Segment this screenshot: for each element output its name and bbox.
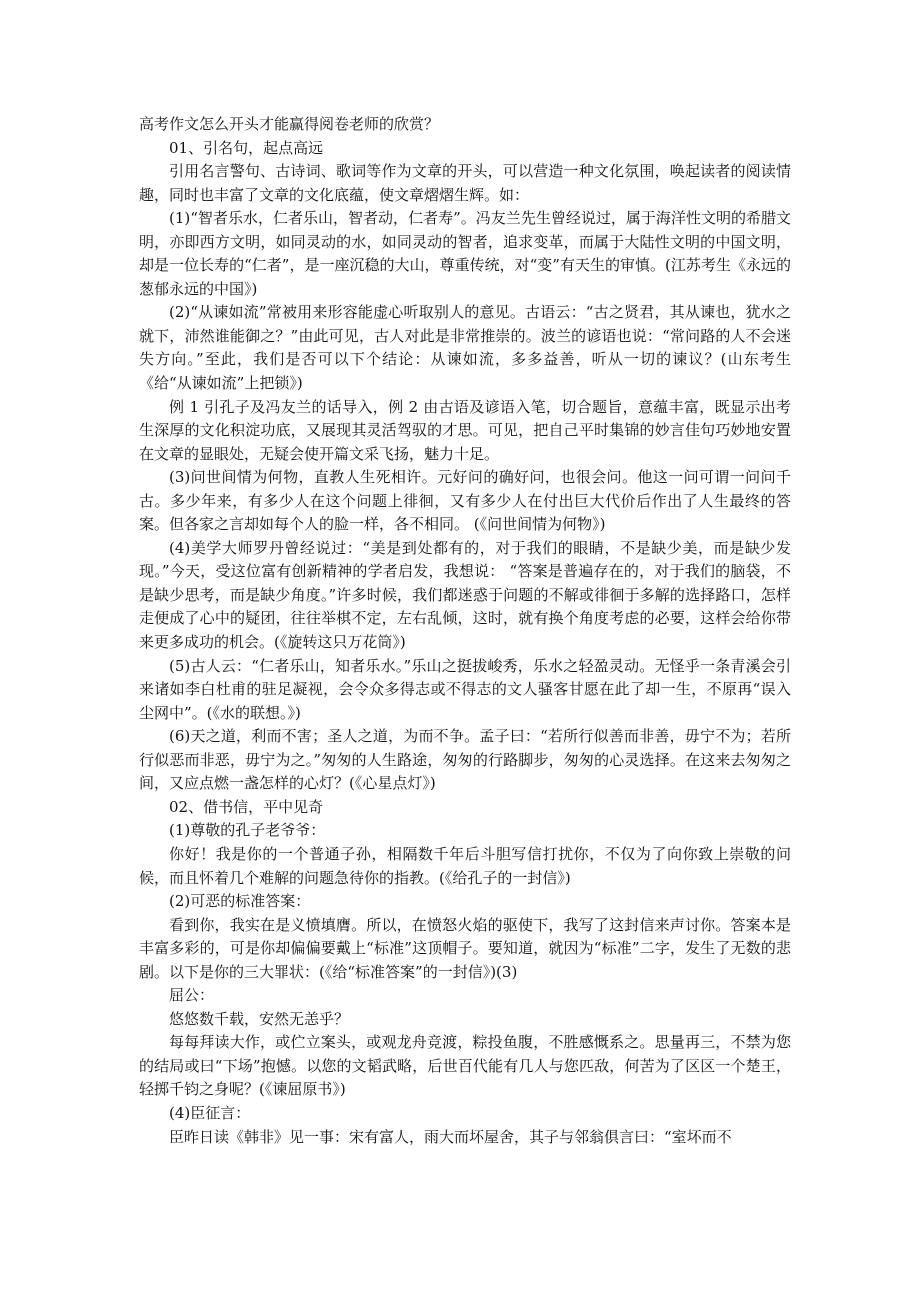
paragraph: 看到你，我实在是义愤填膺。所以，在愤怒火焰的驱使下，我写了这封信来声讨你。答案本是丰富多彩的，可是你却偏偏要戴上“标准”这顶帽子。要知道，就因为“标准”二字，发生了无数的悲剧。以下是你的三大罪状：(《给“标准答案”的一封信》)(3) [139,915,791,981]
paragraph: (6)天之道，利而不害；圣人之道，为而不争。孟子曰：“若所行似善而非善，毋宁不为；若所行似恶而非恶，毋宁为之。”匆匆的人生路途，匆匆的行路脚步，匆匆的心灵选择。在这来去匆匆之间，又应点燃一盏怎样的心灯？(《心星点灯》) [139,727,791,793]
paragraph: (1)“智者乐水，仁者乐山，智者动，仁者寿”。冯友兰先生曾经说过，属于海洋性文明的希腊文明，亦即西方文明，如同灵动的水，如同灵动的智者，追求变革，而属于大陆性文明的中国文明，却是一位长寿的“仁者”，是一座沉稳的大山，尊重传统，对“变”有天生的审慎。(江苏考生《永远的葱郁永远的中国》) [139,209,791,298]
paragraph: 你好！我是你的一个普通子孙，相隔数千年后斗胆写信打扰你，不仅为了向你致上崇敬的问候，而且怀着几个难解的问题急待你的指教。(《给孔子的一封信》) [139,844,791,887]
paragraph: (4)美学大师罗丹曾经说过：“美是到处都有的，对于我们的眼睛，不是缺少美，而是缺少发现。”今天，受这位富有创新精神的学者启发，我想说： “答案是普遍存在的，对于我们的脑袋，不是缺少思考，而是缺少角度。”许多时候，我们都迷惑于问题的不解或徘徊于多解的选择路口，怎样走便成了心中的疑团，往往举棋不定，左右乱倾，这时，就有换个角度考虑的必要，这样会给你带来更多成功的机会。(《旋转这只万花筒》) [139,538,791,652]
paragraph: 悠悠数千载，安然无恙乎？ [169,1009,350,1028]
paragraph: 臣昨日读《韩非》见一事：宋有富人，雨大而坏屋舍，其子与邻翁俱言曰：“室坏而不 [169,1127,732,1146]
paragraph: 屈公： [169,986,215,1005]
paragraph: 例 1 引孔子及冯友兰的话导入，例 2 由古语及谚语入笔，切合题旨，意蕴丰富，既显示出考生深厚的文化积淀功底，又展现其灵活驾驭的才思。可见，把自己平时集锦的妙言佳句巧妙地安置在文章的显眼处，无疑会使开篇文采飞扬，魅力十足。 [139,397,791,463]
paragraph: 引用名言警句、古诗词、歌词等作为文章的开头，可以营造一种文化氛围，唤起读者的阅读情趣，同时也丰富了文章的文化底蕴，使文章熠熠生辉。如： [139,162,791,204]
document-title: 高考作文怎么开头才能赢得阅卷老师的欣赏？ [139,115,440,133]
section-heading-1: 01、引名句，起点高远 [169,138,324,157]
paragraph: (2)可恶的标准答案： [169,892,311,911]
paragraph: (3)问世间情为何物，直教人生死相许。元好问的确好问，也很会问。他这一问可谓一问问千古。多少年来，有多少人在这个问题上徘徊，又有多少人在付出巨大代价后作出了人生最终的答案。但各家之言却如每个人的脸一样，各不相同。 (《问世间情为何物》) [139,468,791,534]
paragraph: (4)臣征言： [169,1103,251,1122]
paragraph: (2)“从谏如流”常被用来形容能虚心听取别人的意见。古语云：“古之贤君，其从谏也，犹水之就下，沛然谁能御之？”由此可见，古人对此是非常推崇的。波兰的谚语也说：“常问路的人不会迷失方向。”至此，我们是否可以下个结论：从谏如流，多多益善，听从一切的谏议？(山东考生《给“从谏如流”上把锁》) [139,303,791,393]
paragraph: 每每拜读大作，或伫立案头，或观龙舟竞渡，粽投鱼腹，不胜感慨系之。思量再三，不禁为您的结局或曰“下场”抱憾。以您的文韬武略，后世百代能有几人与您匹敌，何苦为了区区一个楚王，轻掷千钧之身呢？(《谏屈原书》) [139,1033,791,1099]
section-heading-2: 02、借书信，平中见奇 [169,797,324,816]
paragraph: (5)古人云：“仁者乐山，知者乐水。”乐山之挺拔峻秀，乐水之轻盈灵动。无怪乎一条青溪会引来诸如李白杜甫的驻足凝视，会令众多得志或不得志的文人骚客甘愿在此了却一生，不原再“误入尘网中”。(《水的联想。》) [139,656,791,722]
document-page [139,113,791,1149]
paragraph: (1)尊敬的孔子老爷爷： [169,821,326,840]
